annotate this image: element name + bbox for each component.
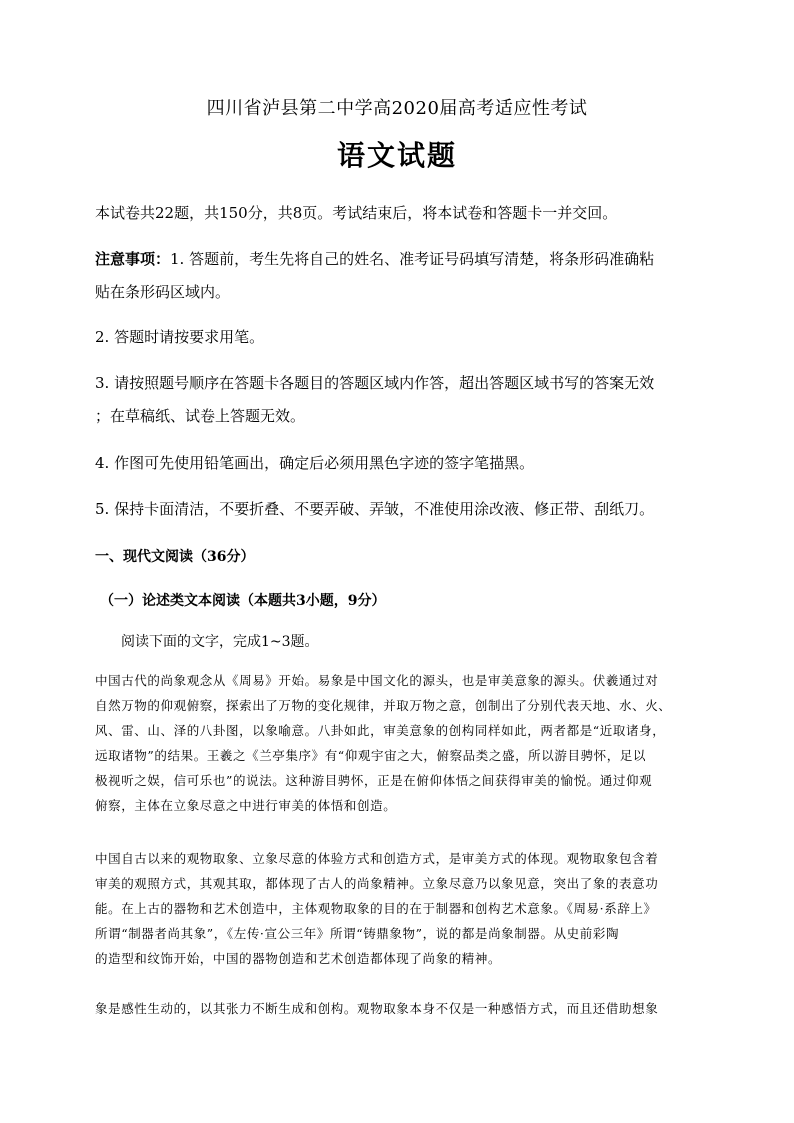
passage-paragraph-1 [95,668,713,818]
exam-intro: 本试卷共22题，共150分，共8页。考试结束后，将本试卷和答题卡一并交回。 [95,204,618,222]
notice-label: 注意事项： [95,250,171,268]
passage-paragraph-3 [95,996,713,1021]
subsection-heading: （一）论述类文本阅读（本题共3小题，9分） [100,593,386,609]
passage-paragraph-2 [95,846,713,971]
notice-item-1-line-1 [95,248,734,269]
notice-item-3-line-2: ；在草稿纸、试卷上答题无效。 [95,407,306,425]
passage-line: 审美的观照方式，其观其取，都体现了古人的尚象精神。立象尽意乃以象见意，突出了象的表意功 [95,876,659,891]
passage-line: 所谓“制器者尚其象”，《左传·宣公三年》所谓“铸鼎象物”，说的都是尚象制器。从史前彩陶 [95,926,620,941]
passage-line: 象是感性生动的，以其张力不断生成和创构。观物取象本身不仅是一种感悟方式，而且还借助想象 [95,1001,659,1016]
passage-line: 中国自古以来的观物取象、立象尽意的体验方式和创造方式，是审美方式的体现。观物取象包含着 [95,851,659,866]
passage-line: 远取诸物”的结果。王羲之《兰亭集序》有“仰观宇宙之大，俯察品类之盛，所以游目骋怀，足以 [95,748,647,763]
passage-line: 能。在上古的器物和艺术创造中，主体观物取象的目的在于制器和创构艺术意象。《周易·系辞上》 [95,901,657,916]
notice-item-1-line-2: 贴在条形码区域内。 [95,283,231,301]
reading-instruction: 阅读下面的文字，完成1~3题。 [121,634,319,650]
passage-line: 极视听之娱，信可乐也”的说法。这种游目骋怀，正是在俯仰体悟之间获得审美的愉悦。通过仰观 [95,773,653,788]
notice-item-5: 5. 保持卡面清洁，不要折叠、不要弄破、弄皱，不准使用涂改液、修正带、刮纸刀。 [95,500,655,518]
exam-title: 语文试题 [336,139,457,172]
passage-line: 的造型和纹饰开始，中国的器物创造和艺术创造都体现了尚象的精神。 [95,951,502,966]
passage-line: 俯察，主体在立象尽意之中进行审美的体悟和创造。 [95,798,397,813]
notice-item-4: 4. 作图可先使用铅笔画出，确定后必须用黑色字迹的签字笔描黑。 [95,454,535,472]
notice-item-2: 2. 答题时请按要求用笔。 [95,328,265,346]
passage-line: 自然万物的仰观俯察，探索出了万物的变化规律，并取万物之意，创制出了分别代表天地、水、火、 [95,698,672,713]
passage-line: 中国古代的尚象观念从《周易》开始。易象是中国文化的源头，也是审美意象的源头。伏羲通过对 [95,673,659,688]
notice-item-1-text: 1. 答题前，考生先将自己的姓名、准考证号码填写清楚，将条形码准确粘 [170,250,655,268]
section-heading: 一、现代文阅读（36分） [95,549,255,565]
notice-item-3-line-1: 3. 请按照题号顺序在答题卡各题目的答题区域内作答，超出答题区域书写的答案无效 [95,374,655,392]
passage-line: 风、雷、山、泽的八卦图，以象喻意。八卦如此，审美意象的创构同样如此，两者都是“近取诸身， [95,723,666,738]
exam-subtitle: 四川省泸县第二中学高2020届高考适应性考试 [206,98,588,119]
